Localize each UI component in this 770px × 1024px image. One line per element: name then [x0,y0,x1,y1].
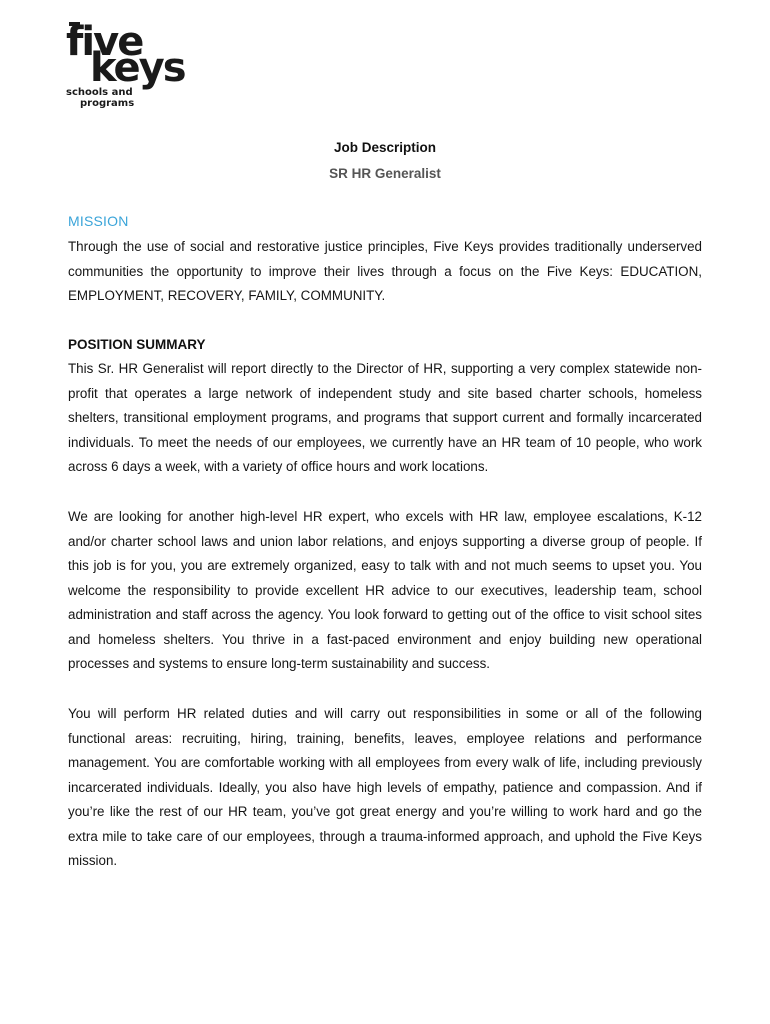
document-title: Job Description [333,140,436,155]
mission-heading: MISSION [68,213,129,229]
summary-paragraph-2: We are looking for another high-level HR expert, who excels with HR law, employee escalations, K-12 and/or charter school laws and union labor relations, and enjoys supporting a diverse group of people. If this job is for you, you are extremely organized, easy to talk with and not much seems to upset you. You welcome the responsibility to provide excellent HR advice to our executives, leadership team, school administration and staff across the agency. You look forward to getting out of the office to visit school sites and homeless shelters. You thrive in a fast-paced environment and enjoy building new operational processes and systems to ensure long-term sustainability and success. [68,509,702,671]
position-summary-heading: POSITION SUMMARY [68,337,206,352]
logo-tagline-line1: schools and [66,87,133,98]
five-keys-logo [66,19,186,112]
summary-paragraph-3: You will perform HR related duties and will carry out responsibilities in some or all of the following functional areas: recruiting, hiring, training, benefits, leaves, employee relations and performance management. You are comfortable working with all employees from every walk of life, including previously incarcerated individuals. Ideally, you also have high levels of empathy, patience and compassion. And if you’re like the rest of our HR team, you’ve got great energy and you’re willing to work hard and go the extra mile to take care of our employees, through a trauma-informed approach, and uphold the Five Keys mission. [68,706,702,868]
document-subtitle: SR HR Generalist [329,166,441,181]
mission-paragraph: Through the use of social and restorative justice principles, Five Keys provides traditionally underserved communities the opportunity to improve their lives through a focus on the Five Keys: EDUCATION, EMPLOYMENT, RECOVERY, FAMILY, COMMUNITY. [68,239,702,303]
logo-word-five: five [66,19,143,65]
logo-tagline-line2: programs [80,98,135,109]
summary-paragraph-1: This Sr. HR Generalist will report directly to the Director of HR, supporting a very complex statewide non-profit that operates a large network of independent study and site based charter schools, homeless shelters, transitional employment programs, and programs that support current and formally incarcerated individuals. To meet the needs of our employees, we currently have an HR team of 10 people, who work across 6 days a week, with a variety of office hours and work locations. [68,361,702,474]
logo-word-keys: keys [90,45,185,91]
